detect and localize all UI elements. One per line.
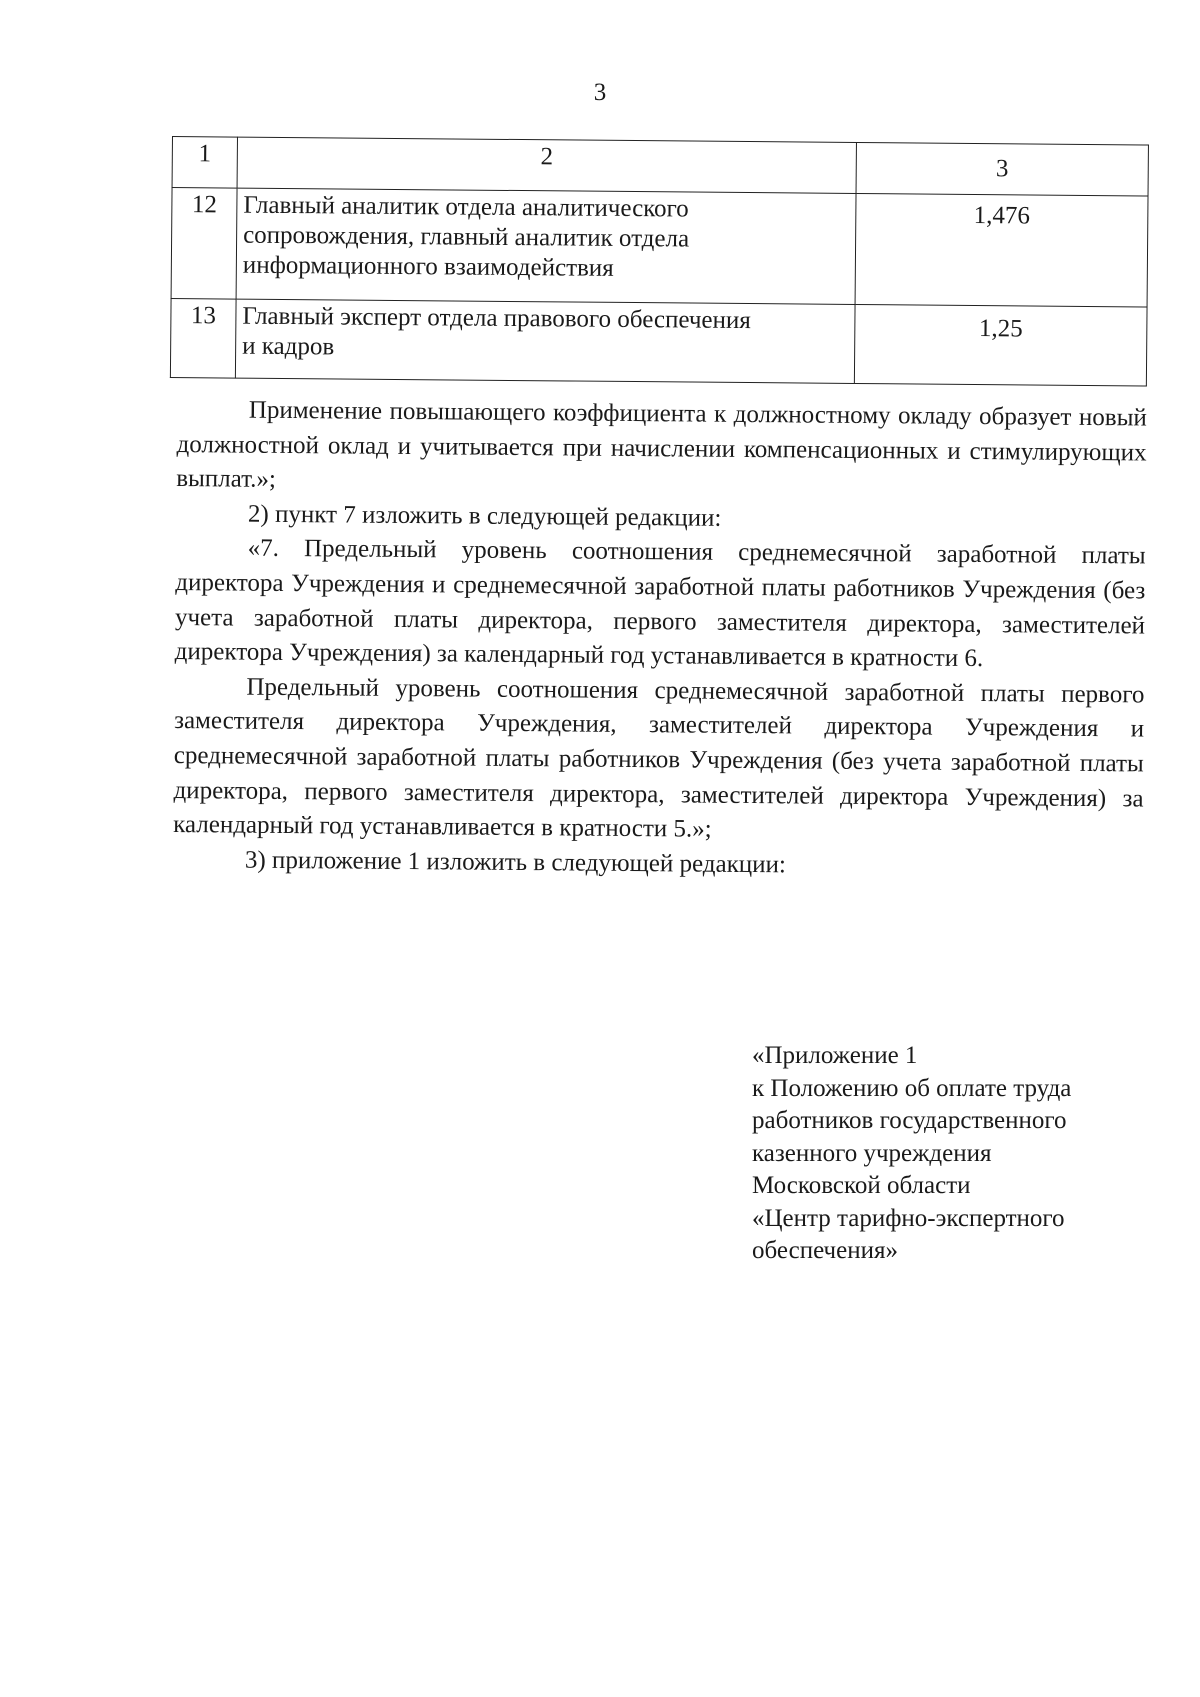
appendix-line: «Центр тарифно-экспертного <box>752 1204 1065 1232</box>
body-text <box>173 393 1147 886</box>
table-header-row <box>172 137 1148 197</box>
table-row <box>170 298 1147 386</box>
paragraph-point-7-ratio-6: «7. Предельный уровень соотношения среднемесячной заработной платы директора Учреждения и среднемесячной заработной платы работников Учреждения (без учета заработной платы директора, первого заместителя директора, заместителей директора Учреждения) за календарный год устанавливается в кратности 6. <box>174 534 1146 673</box>
row-number: 13 <box>170 298 236 378</box>
appendix-line: обеспечения» <box>752 1237 898 1264</box>
paragraph-item-2-intro: 2) пункт 7 изложить в следующей редакции: <box>247 500 722 532</box>
appendix-line: «Приложение 1 <box>752 1042 918 1069</box>
coefficient-value: 1,476 <box>855 193 1148 307</box>
table-row <box>171 188 1148 308</box>
header-cell-col3: 3 <box>856 142 1148 196</box>
header-cell-col1: 1 <box>172 137 237 189</box>
position-name-line: Главный эксперт отдела правового обеспечения <box>242 302 751 335</box>
position-name-line: Главный аналитик отдела аналитического <box>243 191 689 223</box>
page-number: 3 <box>593 79 607 106</box>
appendix-line: Московской области <box>752 1172 971 1199</box>
paragraph-item-3-intro: 3) приложение 1 изложить в следующей редакции: <box>244 846 787 879</box>
position-name-line: и кадров <box>242 332 335 361</box>
header-cell-col2: 2 <box>237 137 856 193</box>
position-name-line: сопровождения, главный аналитик отдела <box>243 221 690 253</box>
coefficient-table <box>170 136 1149 387</box>
coefficient-value: 1,25 <box>854 304 1147 386</box>
appendix-line: к Положению об оплате труда <box>752 1074 1072 1102</box>
paragraph-ratio-5: Предельный уровень соотношения среднемесячной заработной платы первого заместителя директора Учреждения, заместителей директора Учреждения и среднемесячной заработной платы работников Учреждения (без учета заработной платы директора, первого заместителя директора, заместителей директора Учреждения) за календарный год устанавливается в кратности 5.»; <box>173 673 1145 843</box>
paragraph-coefficient-application: Применение повышающего коэффициента к должностному окладу образует новый должностной оклад и учитывается при начислении компенсационных и стимулирующих выплат.»; <box>176 396 1147 494</box>
row-number: 12 <box>171 188 237 300</box>
position-name <box>235 299 855 383</box>
appendix-heading-block <box>752 1040 1172 1268</box>
position-name-line: информационного взаимодействия <box>242 251 614 282</box>
appendix-line: казенного учреждения <box>752 1139 992 1167</box>
appendix-line: работников государственного <box>752 1107 1067 1134</box>
position-name <box>236 188 856 304</box>
